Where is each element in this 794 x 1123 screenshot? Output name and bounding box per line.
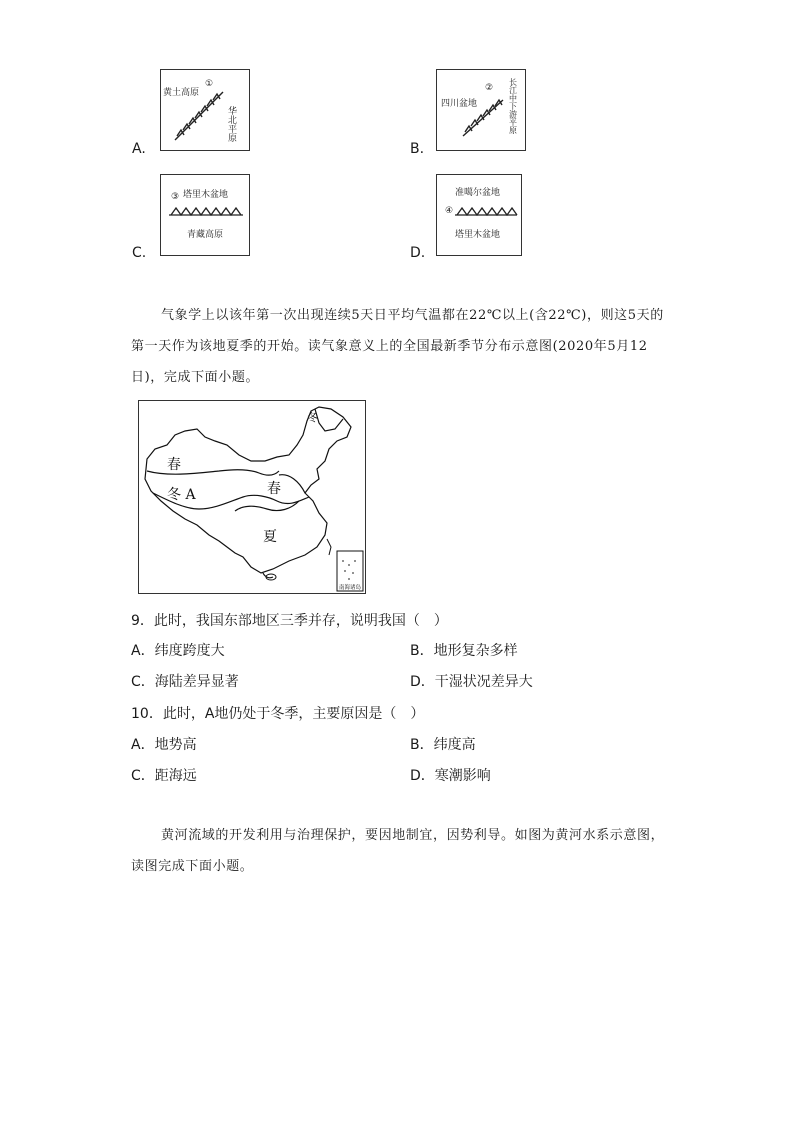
- mountain-range-icon: [455, 208, 517, 215]
- diagram-d: [436, 174, 522, 256]
- q9-option-b[interactable]: B．地形复杂多样: [410, 643, 518, 659]
- diagram-b-num: ②: [485, 83, 494, 93]
- map-label-east-spring: 春: [267, 481, 281, 497]
- diagram-c-label1: 塔里木盆地: [183, 190, 229, 200]
- diagram-c-num: ③: [171, 192, 180, 202]
- diagram-b-label2: 长江中下游平原: [508, 78, 518, 134]
- china-season-map: [138, 400, 366, 594]
- diagram-b: [436, 69, 526, 151]
- diagram-d-label1: 准噶尔盆地: [455, 188, 501, 198]
- passage-1: 气象学上以该年第一次出现连续5天日平均气温都在22℃以上(含22℃)，则这5天的第一天作为该地夏季的开始。读气象意义上的全国最新季节分布示意图(2020年5月12日)，完成下面小题。: [131, 308, 664, 385]
- map-label-north-spring: 春: [167, 457, 181, 473]
- q10-option-b[interactable]: B．纬度高: [410, 737, 476, 753]
- q10-option-a[interactable]: A．地势高: [131, 737, 197, 753]
- q9-option-a[interactable]: A．纬度跨度大: [131, 643, 225, 659]
- taiwan-island: [327, 539, 331, 555]
- diagram-a-label2: 华北平原: [226, 106, 236, 142]
- diagram-c: [160, 174, 250, 256]
- diagram-c-label2: 青藏高原: [187, 230, 224, 240]
- q10-option-d[interactable]: D．寒潮影响: [410, 768, 491, 784]
- mountain-range-icon: [175, 92, 223, 140]
- question-9-stem: 9．此时，我国东部地区三季并存，说明我国（ ）: [131, 613, 448, 629]
- map-label-winter-a: 冬 A: [167, 487, 196, 503]
- map-label-summer: 夏: [263, 529, 277, 545]
- q9-option-c[interactable]: C．海陆差异显著: [131, 674, 239, 690]
- diagram-a-label1: 黄土高原: [163, 88, 200, 98]
- map-label-northeast-winter: 冬: [307, 411, 318, 424]
- diagram-a: [160, 69, 250, 151]
- option-letter-a: A.: [132, 141, 146, 157]
- diagram-b-label1: 四川盆地: [441, 99, 478, 109]
- diagram-d-label2: 塔里木盆地: [455, 230, 501, 240]
- passage-2: 黄河流域的开发利用与治理保护，要因地制宜，因势利导。如图为黄河水系示意图，读图完成下面小题。: [131, 828, 665, 874]
- diagram-d-num: ④: [445, 206, 454, 216]
- option-letter-d: D.: [410, 245, 426, 261]
- q10-option-c[interactable]: C．距海远: [131, 768, 197, 784]
- inset-label: 南海诸岛: [339, 585, 362, 591]
- option-letter-b: B.: [410, 141, 425, 157]
- option-letter-c: C.: [132, 245, 147, 261]
- q9-option-d[interactable]: D．干湿状况差异大: [410, 674, 533, 690]
- diagram-a-num: ①: [205, 79, 214, 89]
- question-10-stem: 10．此时，A地仍处于冬季，主要原因是（ ）: [131, 706, 425, 722]
- mountain-range-icon: [169, 208, 243, 215]
